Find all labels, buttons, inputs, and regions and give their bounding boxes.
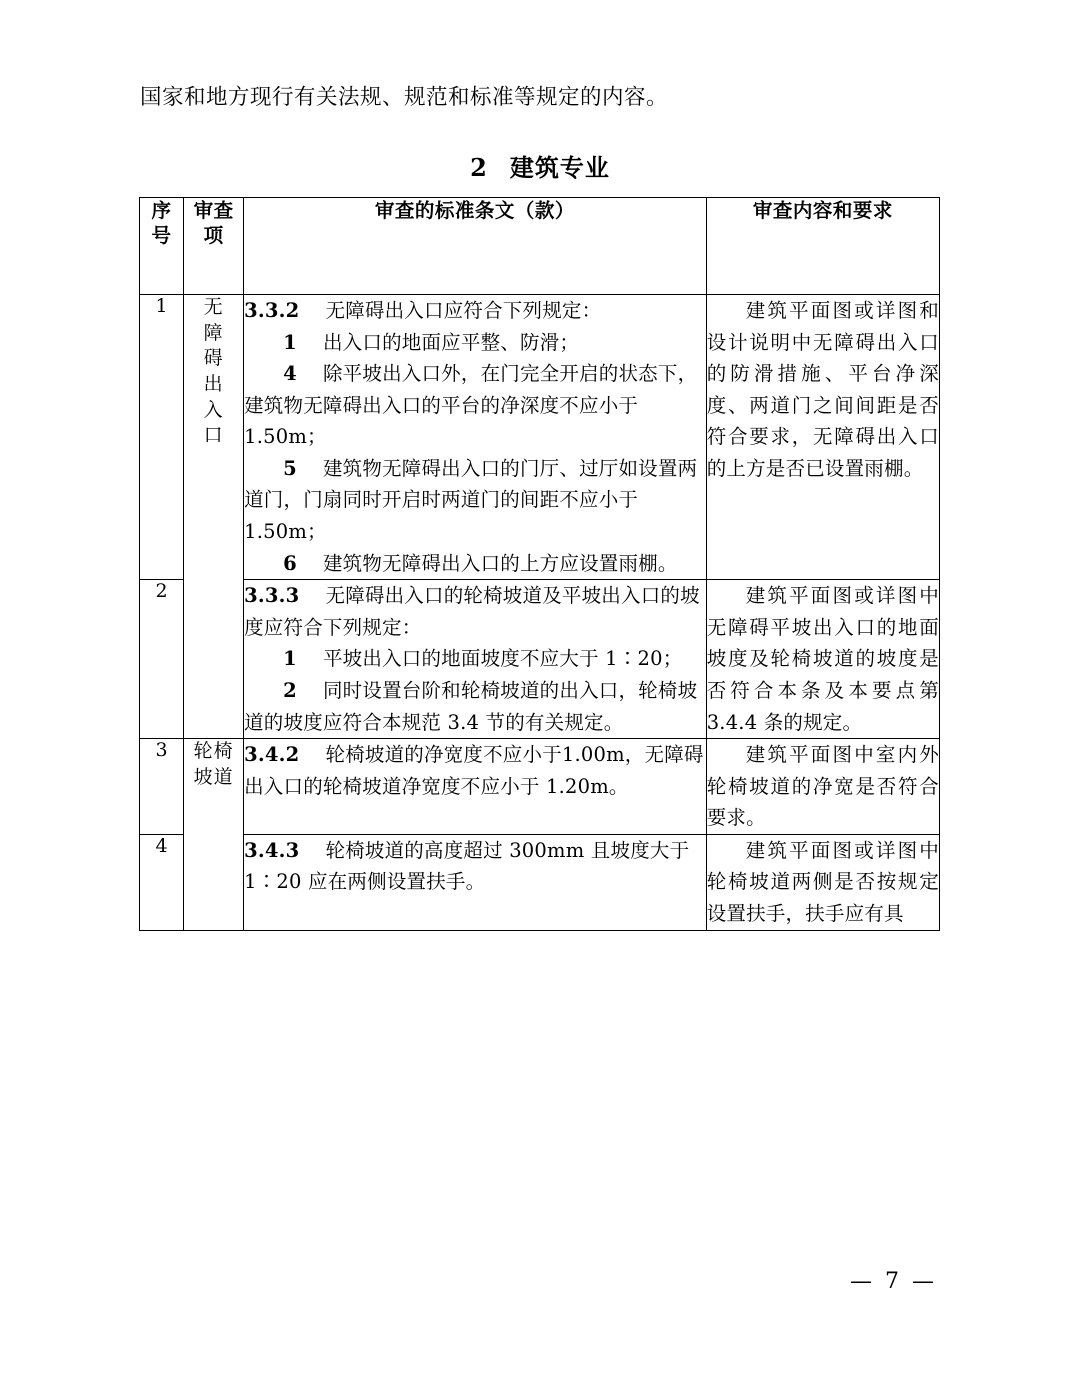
clause-text: 建筑物无障碍出入口的门厅、过厅如设置两道门，门扇同时开启时两道门的间距不应小于 1.50m； [244, 456, 698, 544]
section-number: 2 [470, 153, 488, 182]
item-label-char: 出 [203, 372, 224, 395]
clause-paragraph [244, 675, 706, 738]
clause-number: 4 [283, 362, 317, 386]
row-no: 4 [140, 834, 184, 930]
clause-number: 3.3.2 [244, 299, 320, 322]
header-item-line2: 项 [203, 224, 224, 248]
clause-number: 6 [283, 551, 317, 575]
clause-text: 出入口的地面应平整、防滑； [322, 330, 580, 354]
table-row [140, 295, 940, 580]
item-label-char: 碍 [203, 347, 224, 370]
table-header-row [140, 198, 940, 295]
requirement-text: 建筑平面图中室内外轮椅坡道的净宽是否符合要求。 [706, 743, 939, 830]
row-no: 1 [140, 295, 184, 580]
clause-paragraph [244, 643, 706, 675]
requirement-text: 建筑平面图或详图中无障碍平坡出入口的地面坡度及轮椅坡道的坡度是否符合本条及本要点第 3.4.4 条的规定。 [706, 584, 939, 734]
row-requirement [706, 295, 939, 580]
table-header [140, 198, 940, 295]
clause-text: 建筑物无障碍出入口的上方应设置雨棚。 [322, 551, 678, 575]
row-clause [244, 580, 707, 739]
header-requirement: 审查内容和要求 [706, 198, 939, 295]
clause-paragraph [244, 358, 706, 453]
row-clause [244, 739, 707, 835]
section-title-text: 建筑专业 [509, 153, 610, 182]
row-item-label [184, 295, 244, 739]
header-no-line2: 号 [151, 224, 172, 248]
clause-text: 无障碍出入口的轮椅坡道及平坡出入口的坡度应符合下列规定： [244, 584, 700, 639]
item-label-char: 障 [203, 321, 224, 344]
clause-number: 1 [283, 330, 317, 354]
clause-number: 3.3.3 [244, 584, 320, 608]
clause-paragraph [244, 453, 706, 548]
row-item-label [184, 739, 244, 930]
clause-number: 2 [283, 678, 317, 702]
clause-text: 轮椅坡道的高度超过 300mm 且坡度大于1∶20 应在两侧设置扶手。 [244, 838, 690, 894]
row-clause [244, 834, 707, 930]
item-label-line: 坡道 [193, 765, 234, 788]
row-no: 3 [140, 739, 184, 835]
clause-number: 1 [283, 647, 317, 671]
table-row [140, 739, 940, 835]
clause-text: 同时设置台阶和轮椅坡道的出入口，轮椅坡道的坡度应符合本规范 3.4 节的有关规定。 [244, 678, 698, 734]
header-item-line1: 审查 [193, 199, 234, 222]
clause-text: 轮椅坡道的净宽度不应小于1.00m，无障碍出入口的轮椅坡道净宽度不应小于 1.20m。 [244, 743, 704, 798]
item-label-line: 轮椅 [193, 740, 234, 763]
row-clause [244, 295, 707, 580]
table-body [140, 295, 940, 931]
requirement-text: 建筑平面图或详图和设计说明中无障碍出入口的防滑措施、平台净深度、两道门之间间距是否符合要求，无障碍出入口的上方是否已设置雨棚。 [706, 299, 939, 480]
row-requirement [706, 739, 939, 835]
clause-paragraph [244, 327, 706, 359]
clause-text: 除平坡出入口外，在门完全开启的状态下，建筑物无障碍出入口的平台的净深度不应小于 1.50m； [244, 362, 698, 449]
requirement-text: 建筑平面图或详图中轮椅坡道两侧是否按规定设置扶手，扶手应有具 [706, 838, 939, 925]
clause-text: 无障碍出入口应符合下列规定： [325, 299, 602, 322]
clause-number: 3.4.2 [244, 743, 320, 767]
clause-number: 5 [283, 456, 317, 480]
row-requirement [706, 834, 939, 930]
intro-paragraph: 国家和地方现行有关法规、规范和标准等规定的内容。 [140, 85, 669, 110]
clause-number: 3.4.3 [244, 838, 320, 862]
clause-paragraph [244, 295, 706, 327]
clause-paragraph [244, 548, 706, 580]
item-label-char: 入 [203, 398, 224, 421]
header-no-line1: 序 [151, 199, 172, 222]
review-table [139, 197, 940, 931]
clause-paragraph [244, 739, 706, 802]
item-label-char: 口 [203, 424, 224, 447]
item-label-char: 无 [203, 296, 224, 318]
header-item [184, 198, 244, 295]
clause-text: 平坡出入口的地面坡度不应大于 1∶20； [322, 647, 683, 671]
clause-paragraph [244, 835, 706, 898]
clause-paragraph [244, 580, 706, 643]
row-no: 2 [140, 580, 184, 739]
table-row [140, 834, 940, 930]
header-clause: 审查的标准条文（款） [244, 198, 707, 295]
row-requirement [706, 580, 939, 739]
section-heading [0, 148, 1080, 183]
header-no [140, 198, 184, 295]
page-number: — 7 — [850, 1269, 937, 1294]
table-row [140, 580, 940, 739]
